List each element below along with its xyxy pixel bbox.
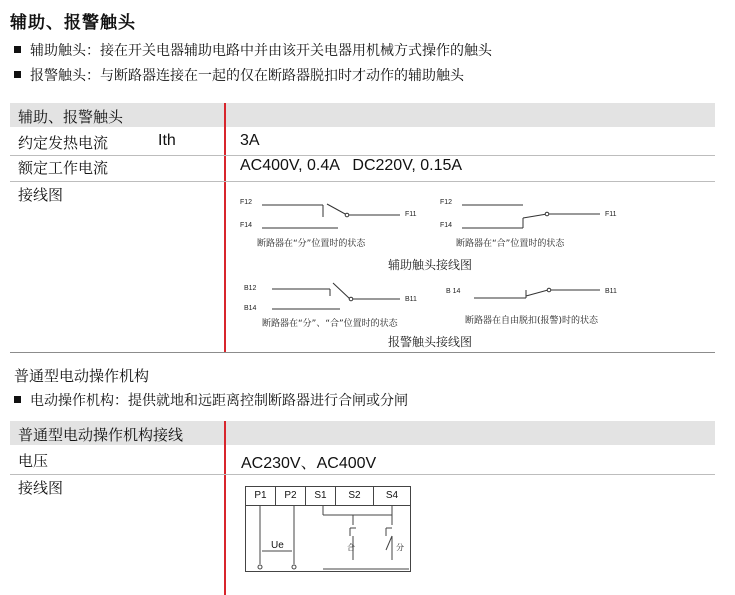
terminal-s2: S2 (336, 487, 374, 506)
rated-thermal-current-label: 约定发热电流 (18, 134, 109, 152)
section-title-motor-operator: 普通型电动操作机构 (14, 367, 150, 385)
rated-operating-current-value: AC400V, 0.4A DC220V, 0.15A (240, 157, 463, 174)
term-f14-a: F14 (240, 222, 253, 229)
bullet-aux-contact-text: 辅助触头：接在开关电器辅助电路中并由该开关电器用机械方式操作的触头 (30, 43, 492, 59)
term-b14-b: B 14 (446, 288, 461, 295)
alarm-trip-caption: 断路器在自由脱扣(报警)时的状态 (465, 316, 599, 326)
term-f12-b: F12 (440, 199, 453, 206)
wiring-diagram-label: 接线图 (18, 186, 64, 204)
close-label: 合 (347, 543, 355, 552)
term-b11-a: B11 (405, 296, 417, 303)
term-b12: B12 (244, 285, 257, 292)
aux-open-caption: 断路器在“分”位置时的状态 (257, 239, 366, 249)
ith-symbol: Ith (158, 132, 176, 149)
open-label: 分 (396, 543, 404, 552)
alarm-diagram-title: 报警触头接线图 (388, 335, 473, 349)
aux-closed-caption: 断路器在“合”位置时的状态 (456, 239, 565, 249)
terminal-s1: S1 (306, 487, 336, 506)
term-b11-b: B11 (605, 288, 617, 295)
wiring-diagram-label-2: 接线图 (18, 479, 64, 497)
aux-diagram-title: 辅助触头接线图 (388, 258, 473, 272)
terminal-p2: P2 (276, 487, 306, 506)
voltage-value: AC230V、AC400V (241, 455, 377, 472)
terminal-s4: S4 (374, 487, 410, 506)
term-f11-b: F11 (605, 211, 617, 218)
ue-label: Ue (271, 540, 284, 551)
rated-operating-current-label: 额定工作电流 (18, 159, 109, 177)
term-f12-a: F12 (240, 199, 253, 206)
section-title-aux-alarm: 辅助、报警触头 (10, 13, 136, 33)
rated-thermal-current-value: 3A (240, 132, 260, 149)
term-f11-a: F11 (405, 211, 417, 218)
term-f14-b: F14 (440, 222, 453, 229)
voltage-label: 电压 (18, 452, 49, 470)
bullet-motor-operator-text: 电动操作机构：提供就地和远距离控制断路器进行合闸或分闸 (30, 393, 408, 409)
term-b14-a: B14 (244, 305, 257, 312)
table2-header: 普通型电动操作机构接线 (18, 426, 184, 444)
alarm-normal-caption: 断路器在“分”、“合”位置时的状态 (262, 319, 398, 329)
table1-header: 辅助、报警触头 (18, 108, 124, 126)
terminal-p1: P1 (246, 487, 276, 506)
bullet-alarm-contact-text: 报警触头：与断路器连接在一起的仅在断路器脱扣时才动作的辅助触头 (30, 68, 464, 84)
